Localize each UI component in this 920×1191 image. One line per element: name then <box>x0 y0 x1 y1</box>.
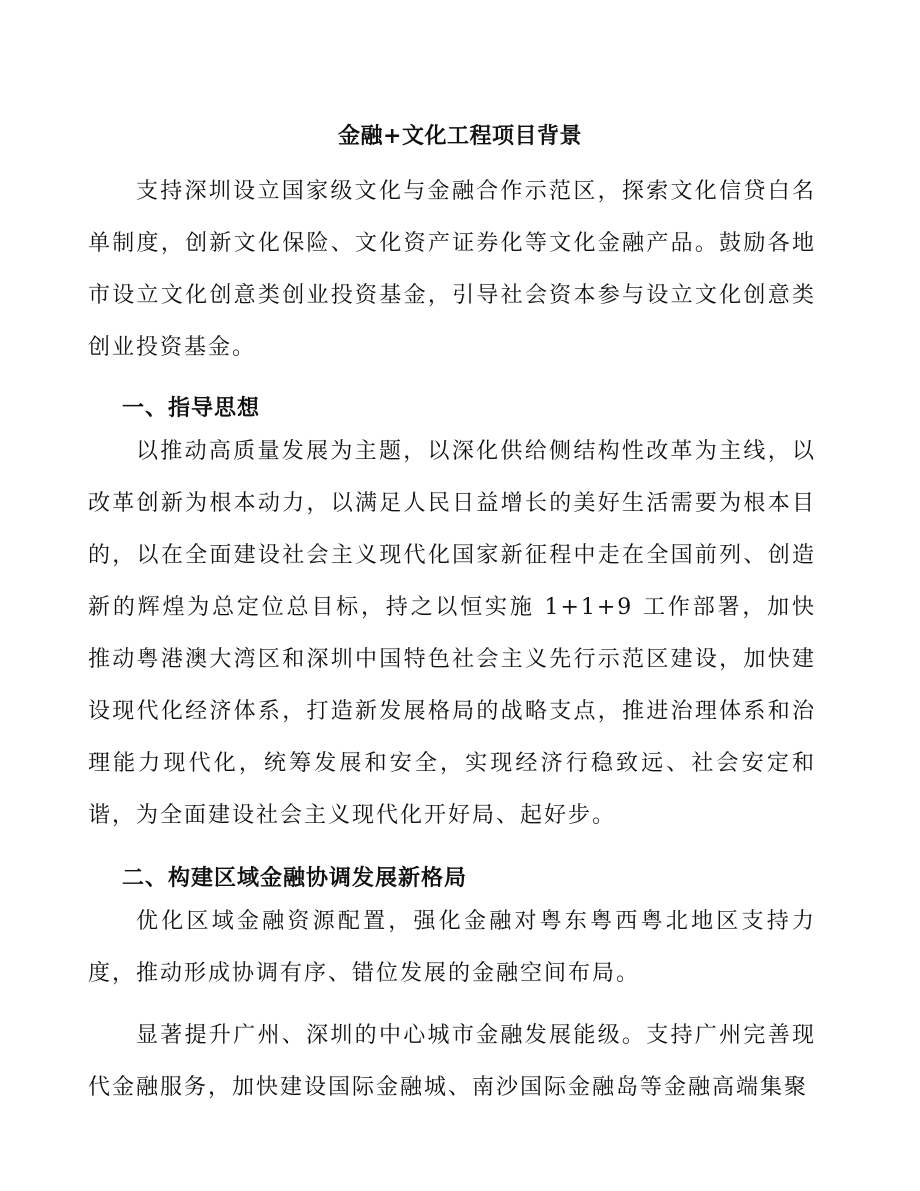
section-paragraph-guiding-ideology: 以推动高质量发展为主题，以深化供给侧结构性改革为主线，以改革创新为根本动力，以满足人民日益增长的美好生活需要为根本目的，以在全面建设社会主义现代化国家新征程中走在全国前列、创造新的辉煌为总定位总目标，持之以恒实施 1+1+9 工作部署，加快推动粤港澳大湾区和深圳中国特色社会主义先行示范区建设，加快建设现代化经济体系，打造新发展格局的战略支点，推进治理体系和治理能力现代化，统筹发展和安全，实现经济行稳致远、社会安定和谐，为全面建设社会主义现代化开好局、起好步。 <box>88 439 816 828</box>
document-title: 金融+文化工程项目背景 <box>338 123 582 149</box>
section-heading-guiding-ideology: 一、指导思想 <box>122 395 261 421</box>
intro-paragraph: 支持深圳设立国家级文化与金融合作示范区，探索文化信贷白名单制度，创新文化保险、文化资产证券化等文化金融产品。鼓励各地市设立文化创意类创业投资基金，引导社会资本参与设立文化创意类创业投资基金。 <box>88 179 816 360</box>
section-paragraph-regional-finance-1: 优化区域金融资源配置，强化金融对粤东粤西粤北地区支持力度，推动形成协调有序、错位发展的金融空间布局。 <box>88 909 816 986</box>
section-heading-regional-finance: 二、构建区域金融协调发展新格局 <box>122 865 468 891</box>
section-paragraph-regional-finance-2: 显著提升广州、深圳的中心城市金融发展能级。支持广州完善现代金融服务，加快建设国际金融城、南沙国际金融岛等金融高端集聚 <box>88 1023 816 1100</box>
